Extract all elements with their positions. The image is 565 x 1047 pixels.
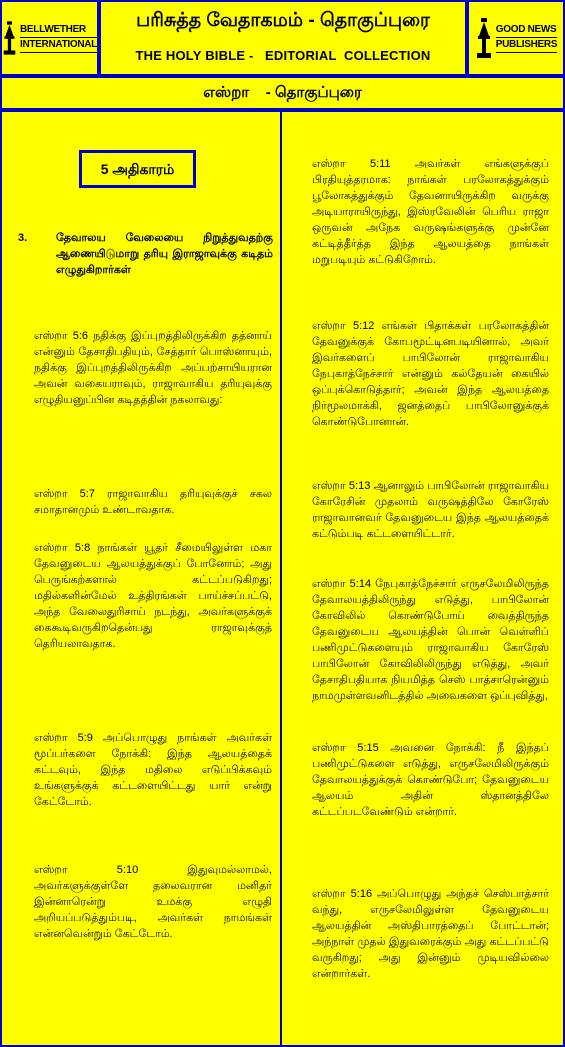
verse-paragraph: எஸ்றா 5:15 அவனை நோக்கி: நீ இந்தப் பணிமுட்டுகளை எடுத்து, எருசலேமிலிருக்கும் தேவாலயத்துக்குக் கொண்டுபோ; தேவனுடைய ஆலயம் அதின் ஸ்தானத்திலே கட்டப்படவேண்டும் என்றார். [312,742,549,818]
verse-paragraph: எஸ்றா 5:7 ராஜாவாகிய தரியுவுக்குச் சகல சமாதானமும் உண்டாவதாக. [34,488,272,516]
title-tamil: பரிசுத்த வேதாகமம் - தொகுப்புரை [136,10,430,31]
good-news-logo [467,0,565,76]
verse-paragraph: எஸ்றா 5:13 ஆனாலும் பாபிலோன் ராஜாவாகிய கோரேசின் முதலாம் வருஷத்திலே கோரேஸ் ராஜாவானவர் தேவனுடைய இந்த ஆலயத்தைக் கட்டும்படி கட்டளையிட்டார். [312,480,549,540]
logo-left-line1: BELLWETHER [20,23,97,38]
logo-right-line1: GOOD NEWS [496,23,557,38]
section-heading [18,230,273,278]
verse-paragraph: எஸ்றா 5:14 நேபுகாத்நேச்சார் எருசலேமிலிருந்த தேவாலயத்திலிருந்து எடுத்து, பாபிலோன் கோவிலில் கொண்டுபோய் வைத்திருந்த தேவனுடைய ஆலயத்தின் பொன் வெள்ளிப் பணிமுட்டுகளையும் ராஜாவாகிய கோரேஸ் பாபிலோன் கோவிலிலிருந்து எடுத்து, அவர் தேசாதிபதியாக நியமித்த செஸ் பாத்சாரென்னும் நாமமுள்ளவனிடத்தில் அவைகளை ஒப்புவித்து, [312,578,549,702]
logo-left-line2: INTERNATIONAL [20,38,97,53]
bellwether-emblem-icon [2,16,17,60]
chapter-label: 5 அதிகாரம் [79,150,196,188]
verse-paragraph: எஸ்றா 5:9 அப்பொழுது நாங்கள் அவர்கள் மூப்பர்களை நோக்கி: இந்த ஆலயத்தைக் கட்டவும், இந்த மதிலை எடுப்பிக்கவும் உங்களுக்குக் கட்டளையிட்டது யார் என்று கேட்டோம். [34,732,272,808]
bellwether-logo [0,0,99,76]
logo-right-line2: PUBLISHERS [496,38,557,53]
verse-paragraph: எஸ்றா 5:6 நதிக்கு இப்புறத்திலிருக்கிற தத்னாய் என்னும் தேசாதிபதியும், சேத்தார் பொஸ்னாயும், நதிக்கு இப்புறத்திலிருக்கிற அப்பற்சாயியரான அவன் வகையராவும், ராஜாவாகிய தரியுவுக்கு எழுதியனுப்பின கடிதத்தின் நகலாவது: [34,330,272,406]
book-subtitle: எஸ்றா - தொகுப்புரை [203,84,362,101]
verse-paragraph: எஸ்றா 5:12 எங்கள் பிதாக்கள் பரலோகத்தின் தேவனுக்குக் கோபமூட்டினபடியினால், அவர் இவர்களைப் பாபிலோன் ராஜாவாகிய நேபுகாத்நேச்சார் என்னும் கல்தேயன் கையில் ஒப்புக்கொடுத்தார்; அவன் இந்த ஆலயத்தை நிர்மூலமாக்கி, ஜனத்தைப் பாபிலோனுக்குக் கொண்டுபோனான். [312,320,549,428]
section-number: 3. [18,232,28,244]
verse-paragraph: எஸ்றா 5:8 நாங்கள் யூதர் சீமையிலுள்ள மகா தேவனுடைய ஆலயத்துக்குப் போனோம்; அது பெருங்கற்களால் கட்டப்படுகிறது; மதில்களின்மேல் உத்திரங்கள் பாய்ச்சப்பட்டு, அந்த வேலைதுரிசாய் நடந்து, அவர்களுக்குக் கைகூடிவருகிறதென்பது ராஜாவுக்குத் தெரியலாவதாக. [34,542,272,650]
title-banner [99,0,467,76]
verse-paragraph: எஸ்றா 5:16 அப்பொழுது அந்தச் செஸ்பாத்சார் வந்து, எருசலேமிலுள்ள தேவனுடைய ஆலயத்தின் அஸ்திபாரத்தைப் போட்டான்; அந்நாள் முதல் இதுவரைக்கும் அது கட்டப்பட்டு வருகிறது; அது இன்னும் முடியவில்லை என்றார்கள். [312,888,549,980]
left-column [0,110,282,1047]
right-column [280,110,565,1047]
verse-paragraph: எஸ்றா 5:11 அவர்கள் எங்களுக்குப் பிரதியுத்தரமாக: நாங்கள் பரலோகத்துக்கும் பூலோகத்துக்கும் தேவனாயிருக்கிற வருக்கு அடியாராயிருந்து, இஸ்ரவேலின் பெரிய ராஜா ஒருவன் அநேக வருஷங்களுக்கு முன்னே கட்டித்தீர்த்த இந்த ஆலயத்தை நாங்கள் மறுபடியும் கட்டுகிறோம். [312,158,549,266]
verse-paragraph: எஸ்றா 5:10 இதுவுமல்லாமல், அவர்களுக்குள்ளே தலைவரான மனிதர் இன்னாரென்று உமக்கு எழுதி அறியப்படுத்தும்படி, அவர்கள் நாமங்கள் என்னவென்றும் கேட்டோம். [34,864,272,940]
subtitle-banner [0,76,565,110]
title-english: THE HOLY BIBLE - EDITORIAL COLLECTION [135,48,431,63]
good-news-emblem-icon [475,16,493,60]
section-title: தேவாலய வேலையை நிறுத்துவதற்கு ஆணையிடுமாறு தரியு இராஜாவுக்கு கடிதம் எழுதுகிறார்கள் [56,232,273,276]
